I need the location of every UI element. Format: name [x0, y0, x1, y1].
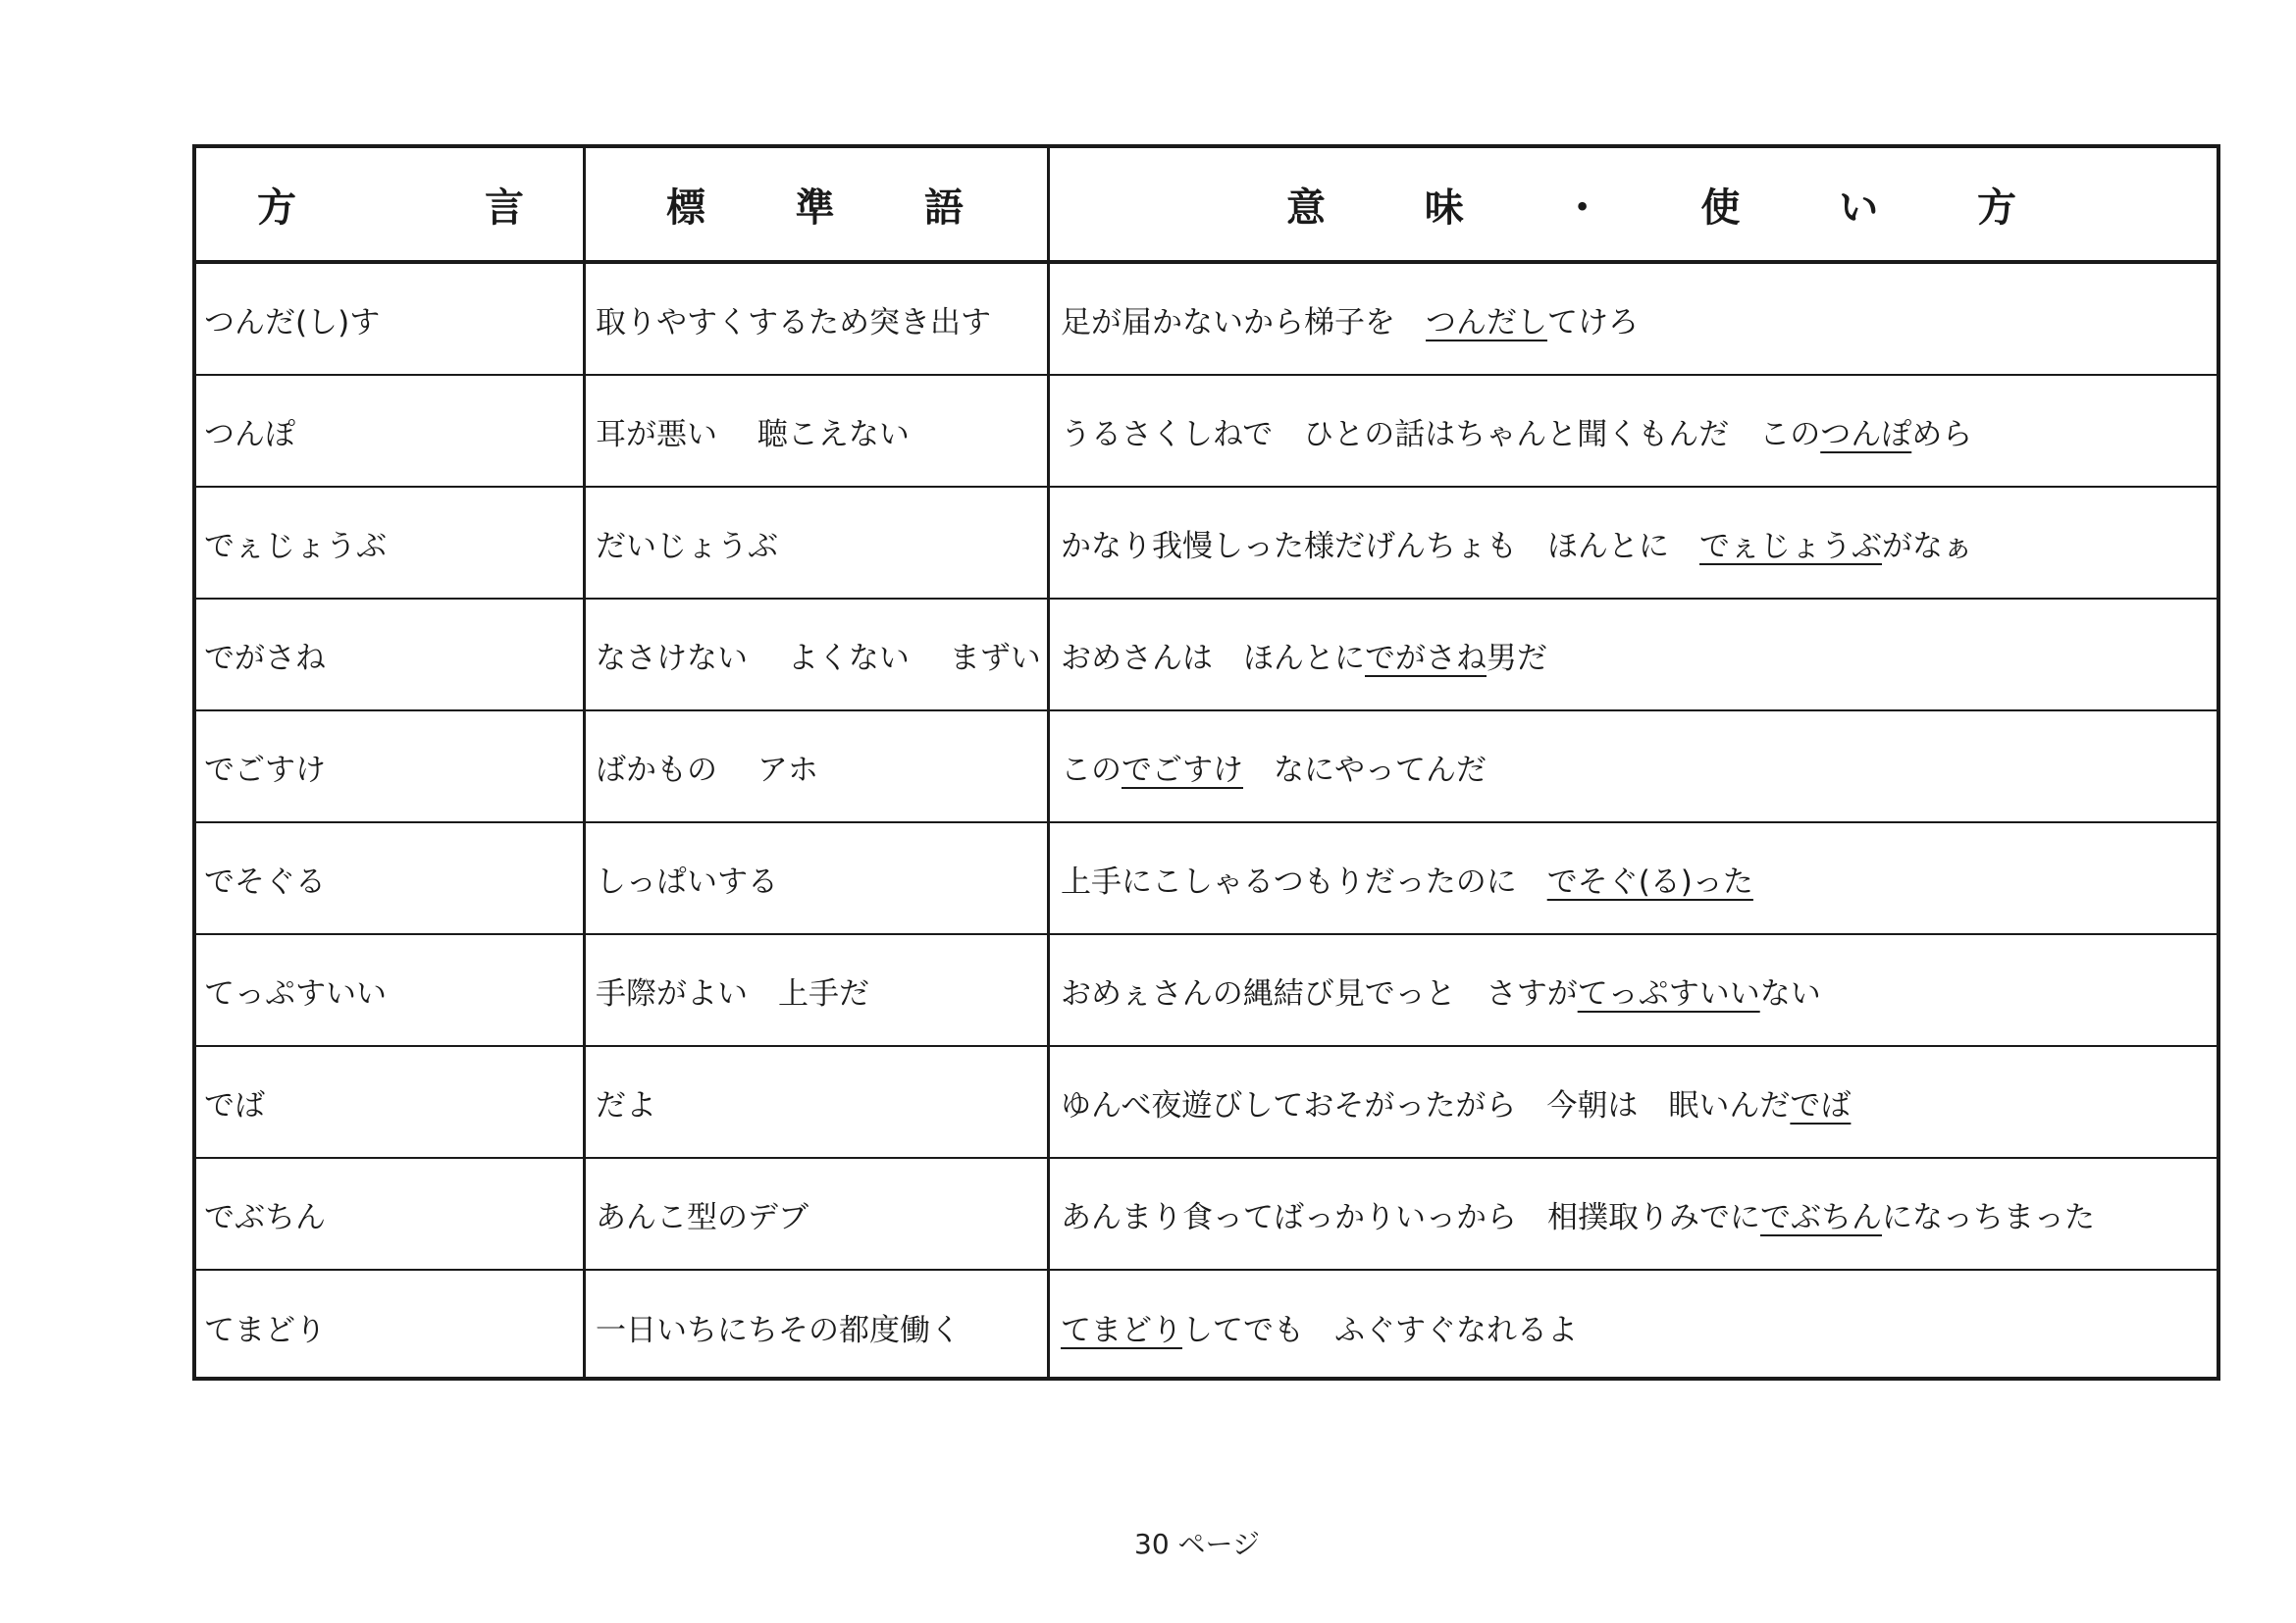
example-text: てけろ — [1547, 304, 1639, 340]
example-cell — [1053, 823, 2220, 933]
example-text: してでも ふぐすぐなれるよ — [1182, 1312, 1578, 1348]
example-text: おめさんは ほんとに — [1061, 640, 1365, 676]
dialect-cell: でぇじょうぶ — [204, 528, 387, 564]
standard-cell: なさけない よくない まずい — [596, 640, 1041, 676]
example-cell — [1053, 1047, 2220, 1157]
header-meaning-char: い — [1839, 184, 1879, 231]
header-standard — [588, 148, 1050, 260]
example-text: 男だ — [1487, 640, 1547, 676]
table-row — [196, 823, 2217, 935]
example-dialect-word: でそぐ(る)った — [1546, 864, 1753, 900]
dialect-cell: でそぐる — [204, 864, 326, 900]
header-meaning-char: 意 — [1286, 184, 1326, 231]
standard-cell: ばかもの アホ — [596, 752, 818, 788]
example-dialect-word: つんだし — [1426, 304, 1547, 340]
example-text: なにやってんだ — [1243, 752, 1487, 788]
table-row — [196, 935, 2217, 1047]
table-row — [196, 1047, 2217, 1159]
example-cell — [1053, 1159, 2220, 1269]
example-text: めら — [1911, 416, 1973, 452]
dialect-cell: でば — [204, 1087, 265, 1124]
dialect-cell: でがさね — [204, 640, 326, 676]
dialect-cell: つんだ(し)す — [204, 304, 381, 340]
table-row — [196, 488, 2217, 600]
example-text: かなり我慢しった様だげんちょも ほんとに — [1061, 528, 1699, 564]
example-cell — [1053, 488, 2220, 598]
example-dialect-word: でがさね — [1365, 640, 1487, 676]
example-cell — [1053, 711, 2220, 821]
example-text: この — [1061, 752, 1122, 788]
example-text: 足が届かないから梯子を — [1061, 304, 1426, 340]
standard-cell: 耳が悪い 聴こえない — [596, 416, 910, 452]
example-dialect-word: でごすけ — [1122, 752, 1243, 788]
table-row — [196, 711, 2217, 823]
page-number — [0, 1523, 2296, 1562]
example-dialect-word: でぇじょうぶ — [1699, 528, 1882, 564]
header-standard-char: 準 — [795, 184, 835, 231]
dialect-cell: てまどり — [204, 1312, 326, 1348]
dialect-table — [192, 144, 2220, 1381]
standard-cell: あんこ型のデブ — [596, 1199, 809, 1235]
header-dialect-char: 方 — [257, 184, 296, 231]
example-dialect-word: てっぷすいい — [1577, 975, 1760, 1012]
example-text: がなぁ — [1882, 528, 1973, 564]
example-cell — [1053, 376, 2220, 486]
table-row — [196, 264, 2217, 376]
example-dialect-word: つんぽ — [1820, 416, 1912, 452]
header-meaning-char: 方 — [1976, 184, 2016, 231]
example-text: になっちまった — [1882, 1199, 2095, 1235]
dialect-cell: でごすけ — [204, 752, 326, 788]
example-cell — [1053, 264, 2220, 374]
header-meaning-char: 味 — [1424, 184, 1464, 231]
table-row — [196, 1159, 2217, 1271]
table-row — [196, 1271, 2217, 1383]
standard-cell: だいじょうぶ — [596, 528, 778, 564]
example-text: うるさくしねで ひとの話はちゃんと聞くもんだ この — [1061, 416, 1821, 452]
standard-cell: しっぱいする — [596, 864, 778, 900]
table-header — [196, 148, 2217, 264]
header-standard-char: 標 — [666, 184, 705, 231]
example-dialect-word: でば — [1790, 1087, 1852, 1124]
header-dialect — [196, 148, 585, 260]
table-row — [196, 376, 2217, 488]
example-cell — [1053, 935, 2220, 1045]
standard-cell: 取りやすくするため突き出す — [596, 304, 991, 340]
example-dialect-word: てまどり — [1061, 1312, 1182, 1348]
example-cell — [1053, 600, 2220, 709]
header-standard-char: 語 — [924, 184, 964, 231]
header-meaning-char: 使 — [1700, 184, 1741, 231]
table-row — [196, 600, 2217, 711]
standard-cell: 手際がよい 上手だ — [596, 975, 869, 1012]
dialect-cell: でぶちん — [204, 1199, 326, 1235]
dialect-cell: つんぽ — [204, 416, 295, 452]
header-meaning-char: ・ — [1562, 184, 1602, 231]
example-text: あんまり食ってばっかりいっから 相撲取りみでに — [1061, 1199, 1760, 1235]
example-text: ゆんべ夜遊びしておそがったがら 今朝は 眠いんだ — [1061, 1087, 1791, 1124]
page-number-label: 30 ページ — [1134, 1528, 1260, 1560]
example-text: 上手にこしゃるつもりだったのに — [1061, 864, 1547, 900]
dialect-cell: てっぷすいい — [204, 975, 387, 1012]
example-text: ない — [1759, 975, 1821, 1012]
header-dialect-char: 言 — [485, 184, 524, 231]
example-cell — [1053, 1271, 2220, 1383]
example-dialect-word: でぶちん — [1760, 1199, 1882, 1235]
header-meaning — [1053, 148, 2220, 260]
example-text: おめぇさんの縄結び見でっと さすが — [1061, 975, 1578, 1012]
standard-cell: だよ — [596, 1087, 656, 1124]
standard-cell: 一日いちにちその都度働く — [596, 1312, 961, 1348]
